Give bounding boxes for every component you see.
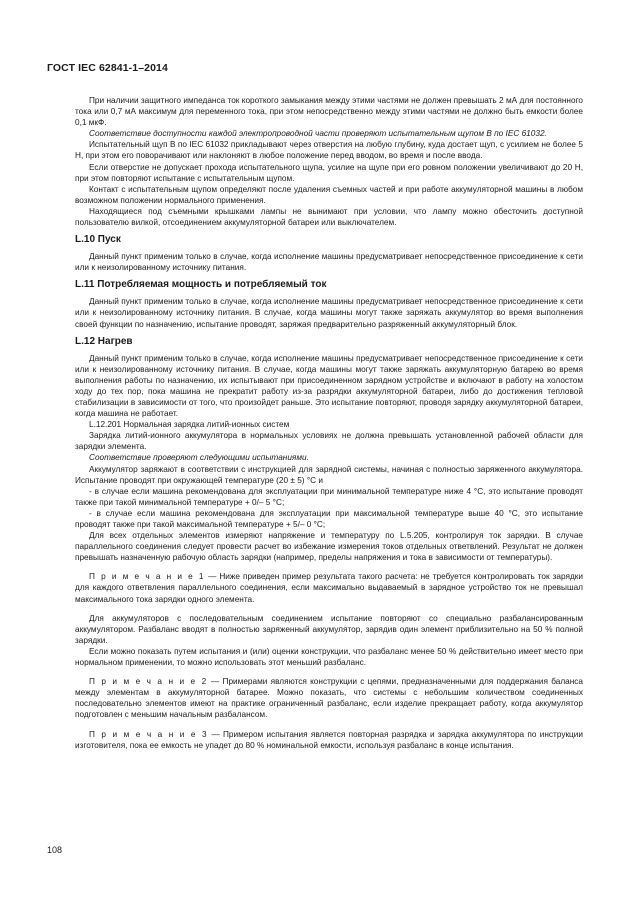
page-number: 108 <box>47 845 63 855</box>
note-1-text: — Ниже приведен пример результата такого расчета: не требуется контролировать ток зарядки для каждого ответвления параллельного соединения, если максимально выдаваемый в зарядное устройство ток не превышал максимального тока зарядки одного элемента. <box>75 572 583 604</box>
paragraph-protective-impedance: При наличии защитного импеданса ток короткого замыкания между этими частями не должен превышать 2 мА для постоянного тока или 0,7 мА максимум для переменного тока, при этом непосредственно между этими частями не должно быть емкости более 0,1 мкФ. <box>75 96 583 128</box>
document-body <box>75 95 583 751</box>
heading-l12: L.12 Нагрев <box>75 335 133 347</box>
note-3 <box>75 729 583 751</box>
paragraph-l12-measurement: Для всех отдельных элементов измеряют напряжение и температуру по L.5.205, контролируя ток зарядки. В случае параллельного соединения следует провести расчет во избежание измерения токов отдельных ответвлений. Результат не должен превышать назначенную рабочую область зарядки (например, пределы напряжения и тока в зависимости от температуры). <box>75 531 583 563</box>
paragraph-l12-smaller-unbalance: Если можно показать путем испытания и (или) оценки конструкции, что разбаланс менее 50 % действительно имеет место при нормальном применении, то можно использовать этот меньший разбаланс. <box>75 646 583 668</box>
list-item-min-temperature: - в случае если машина рекомендована для эксплуатации при минимальной температуре ниже 4 °С, это испытание проводят также при такой минимальной температуре + 0/– 5 °С; <box>75 486 583 507</box>
paragraph-probe-contact: Контакт с испытательным щупом определяют после удаления съемных частей и при работе аккумуляторной машины в любом возможном положении нормального применения. <box>75 184 583 205</box>
paragraph-l12-charge-procedure: Аккумулятор заряжают в соответствии с инструкцией для зарядной системы, начиная с полностью заряженного аккумулятора. Испытание проводят при окружающей температуре (20 ± 5) °С и <box>75 464 583 485</box>
paragraph-probe-force: Если отверстие не допускает прохода испытательного щупа, усилие на щупе при его ровном положении увеличивают до 20 Н, при этом повторяют испытание с испытательным щупом. <box>75 162 583 183</box>
paragraph-probe-application: Испытательный щуп B по IEC 61032 прикладывают через отверстия на любую глубину, куда достает щуп, с усилием не более 5 Н, при этом его поворачивают или наклоняют в любое положение перед вводом, во время и после ввода. <box>75 140 583 161</box>
heading-l10: L.10 Пуск <box>75 234 121 246</box>
paragraph-l11: Данный пункт применим только в случае, когда исполнение машины предусматривает непосредственное присоединение к сети или к неизолированному источнику питания. В случае, когда машины могут также заряжать аккумулятор во время выполнения своей функции по назначению, испытание проводят, заряжая предварительно разряженный аккумуляторный блок. <box>75 297 583 329</box>
note-1-label: П р и м е ч а н и е 1 <box>89 572 206 582</box>
paragraph-l12-compliance: Соответствие проверяют следующими испытаниями. <box>89 453 309 463</box>
note-2-label: П р и м е ч а н и е 2 <box>89 677 208 687</box>
subheading-l12-201: L.12.201 Нормальная зарядка литий-ионных систем <box>89 420 290 430</box>
paragraph-compliance-probe: Соответствие доступности каждой электропроводной части проверяют испытательным щупом B по IEC 61032. <box>89 129 547 139</box>
list-item-max-temperature: - в случае если машина рекомендована для эксплуатации при максимальной температуре выше 40 °С, это испытание проводят также при такой максимальной температуре + 5/– 0 °С; <box>75 508 583 529</box>
paragraph-lamps: Находящиеся под съемными крышками лампы не вынимают при условии, что лампу можно обесточить доступной пользователю вилкой, отсоединением аккумуляторной батареи или выключателем. <box>75 206 583 228</box>
paragraph-l10: Данный пункт применим только в случае, когда исполнение машины предусматривает непосредственное присоединение к сети или к неизолированному источнику питания. <box>75 252 583 273</box>
note-1 <box>75 571 583 604</box>
note-2-text: — Примерами являются конструкции с цепями, предназначенными для поддержания баланса между элементам в аккумуляторной батарее. Можно показать, что системы с небольшим количеством соединенных последовательно элементов имеют на практике ограниченный разбаланс, если изделие прекращает работу, когда аккумулятор подготовлен с меньшим начальным разбалансом. <box>75 677 583 720</box>
paragraph-l12-charging-limit: Зарядка литий-ионного аккумулятора в нормальных условиях не должна превышать установленной рабочей области для зарядки элемента. <box>75 431 583 452</box>
heading-l11: L.11 Потребляемая мощность и потребляемый ток <box>75 279 327 291</box>
paragraph-l12-unbalanced: Для аккумуляторов с последовательным соединением испытание повторяют со специально разбалансированным аккумулятором. Разбаланс вводят в полностью заряженный аккумулятор, зарядив один элемент приблизительно на 50 % полной зарядки. <box>75 613 583 645</box>
note-3-label: П р и м е ч а н и е 3 <box>89 729 209 739</box>
paragraph-l12-intro: Данный пункт применим только в случае, когда исполнение машины предусматривает непосредственное присоединение к сети или к неизолированному источнику питания. В случае, когда машины могут также заряжать аккумуляторную батарею во время выполнения работы по назначению, их испытывают при присоединенном зарядном устройстве и включают в работу на холостом ходу до тех пор, пока машина не прекратит работу из-за разрядки аккумуляторной батареи, либо до достижения тепловой стабилизации в зависимости от того, что произойдет раньше. Это испытание повторяют, проводя зарядку аккумуляторной батареи, когда машина не работает. <box>75 353 583 419</box>
note-3-text: — Примером испытания является повторная разрядка и зарядка аккумулятора по инструкции изготовителя, пока ее емкость не упадет до 80 % номинальной емкости, используя разбаланс в конце испытания. <box>75 729 583 750</box>
document-header: ГОСТ IEC 62841-1–2014 <box>47 62 168 74</box>
note-2 <box>75 676 583 720</box>
